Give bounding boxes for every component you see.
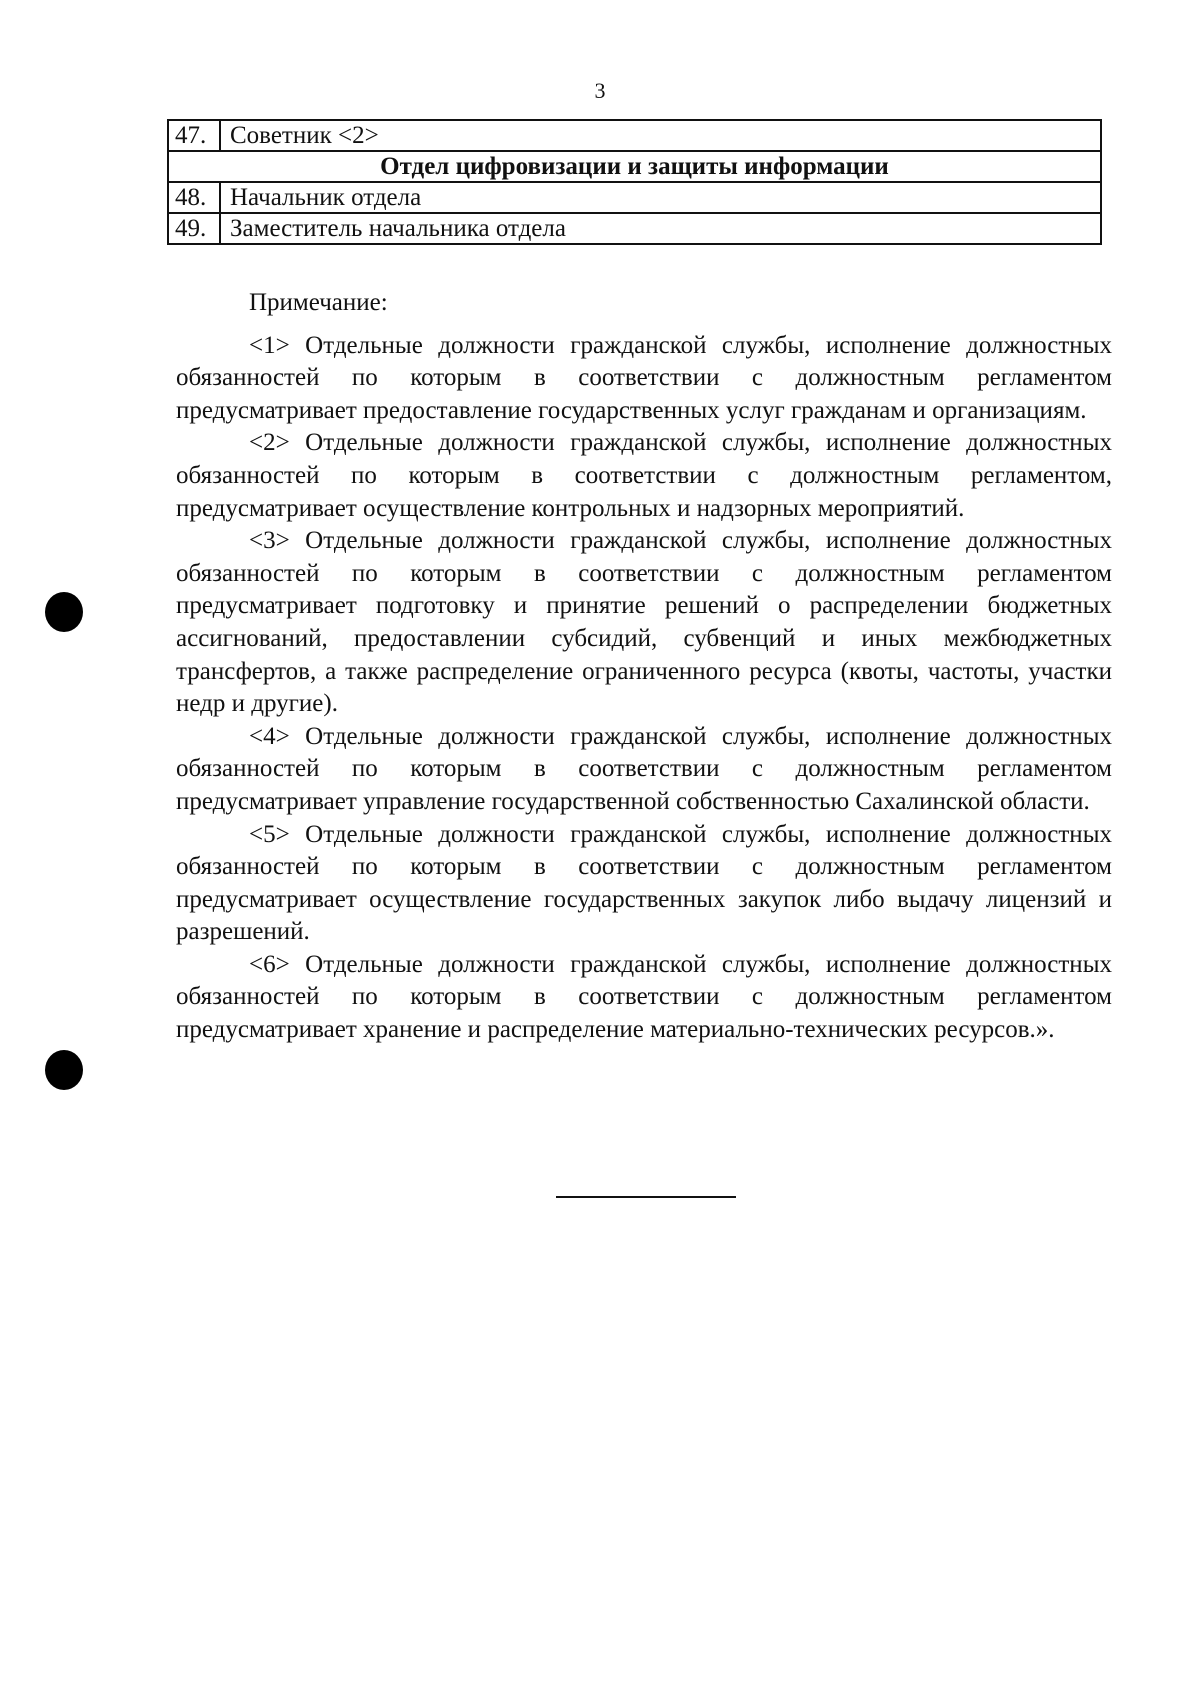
note-5: <5> Отдельные должности гражданской службы, исполнение должностных обязанностей по которым в соответствии с должностным регламентом предусматривает осуществление государственных закупок либо выдачу лицензий и разрешений.: [176, 820, 1112, 946]
punch-hole-mark: [45, 592, 83, 632]
position-title: Начальник отдела: [220, 182, 1101, 213]
row-number: 48.: [168, 182, 220, 213]
page-number: 3: [594, 78, 606, 103]
positions-table: [167, 119, 1102, 245]
notes-section: [176, 287, 1112, 1047]
note-3: <3> Отдельные должности гражданской службы, исполнение должностных обязанностей по которым в соответствии с должностным регламентом предусматривает подготовку и принятие решений о распределении бюджетных ассигнований, предоставлении субсидий, субвенций и иных межбюджетных трансфертов, а также распределение ограниченного ресурса (квоты, частоты, участки недр и другие).: [176, 527, 1112, 718]
end-of-document-rule: [556, 1196, 736, 1198]
note-6: <6> Отдельные должности гражданской службы, исполнение должностных обязанностей по которым в соответствии с должностным регламентом предусматривает хранение и распределение материально-технических ресурсов.».: [176, 950, 1112, 1044]
section-title: Отдел цифровизации и защиты информации: [168, 151, 1101, 182]
position-title: Советник <2>: [220, 120, 1101, 151]
note-4: <4> Отдельные должности гражданской службы, исполнение должностных обязанностей по которым в соответствии с должностным регламентом предусматривает управление государственной собственностью Сахалинской области.: [176, 722, 1112, 815]
row-number: 47.: [168, 120, 220, 151]
section-header-row: [168, 151, 1101, 182]
punch-hole-mark: [45, 1050, 83, 1090]
table-row: [168, 120, 1101, 151]
note-2: <2> Отдельные должности гражданской службы, исполнение должностных обязанностей по которым в соответствии с должностным регламентом, предусматривает осуществление контрольных и надзорных мероприятий.: [176, 429, 1112, 522]
table-row: [168, 182, 1101, 213]
row-number: 49.: [168, 213, 220, 244]
notes-title: Примечание:: [249, 289, 388, 316]
table-row: [168, 213, 1101, 244]
position-title: Заместитель начальника отдела: [220, 213, 1101, 244]
note-1: <1> Отдельные должности гражданской службы, исполнение должностных обязанностей по которым в соответствии с должностным регламентом предусматривает предоставление государственных услуг гражданам и организациям.: [176, 331, 1112, 424]
